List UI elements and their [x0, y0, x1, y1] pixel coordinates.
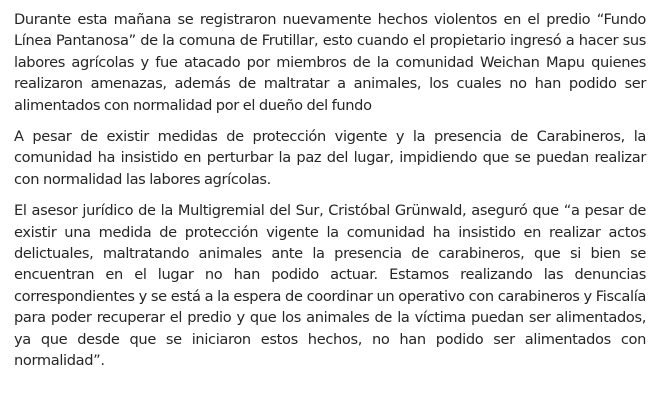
paragraph-2: A pesar de existir medidas de protección vigente y la presencia de Carabineros, la comunidad ha insistido en perturbar la paz del lugar, impidiendo que se puedan realizar con normalidad las labores agrícolas. — [14, 128, 646, 188]
paragraph-1: Durante esta mañana se registraron nuevamente hechos violentos en el predio “Fundo Línea Pantanosa” de la comuna de Frutillar, esto cuando el propietario ingresó a hacer sus labores agrícolas y fue atacado por miembros de la comunidad Weichan Mapu quienes realizaron amenazas, además de maltratar a animales, los cuales no han podido ser alimentados con normalidad por el dueño del fundo — [14, 11, 646, 114]
article-body — [14, 9, 646, 372]
paragraph-3: El asesor jurídico de la Multigremial del Sur, Cristóbal Grünwald, aseguró que “a pesar de existir una medida de protección vigente la comunidad ha insistido en realizar actos delictuales, maltratando animales ante la presencia de carabineros, que si bien se encuentran en el lugar no han podido actuar. Estamos realizando las denuncias correspondientes y se está a la espera de coordinar un operativo con carabineros y Fiscalía para poder recuperar el predio y que los animales de la víctima puedan ser alimentados, ya que desde que se iniciaron estos hechos, no han podido ser alimentados con normalidad”. — [14, 202, 646, 370]
